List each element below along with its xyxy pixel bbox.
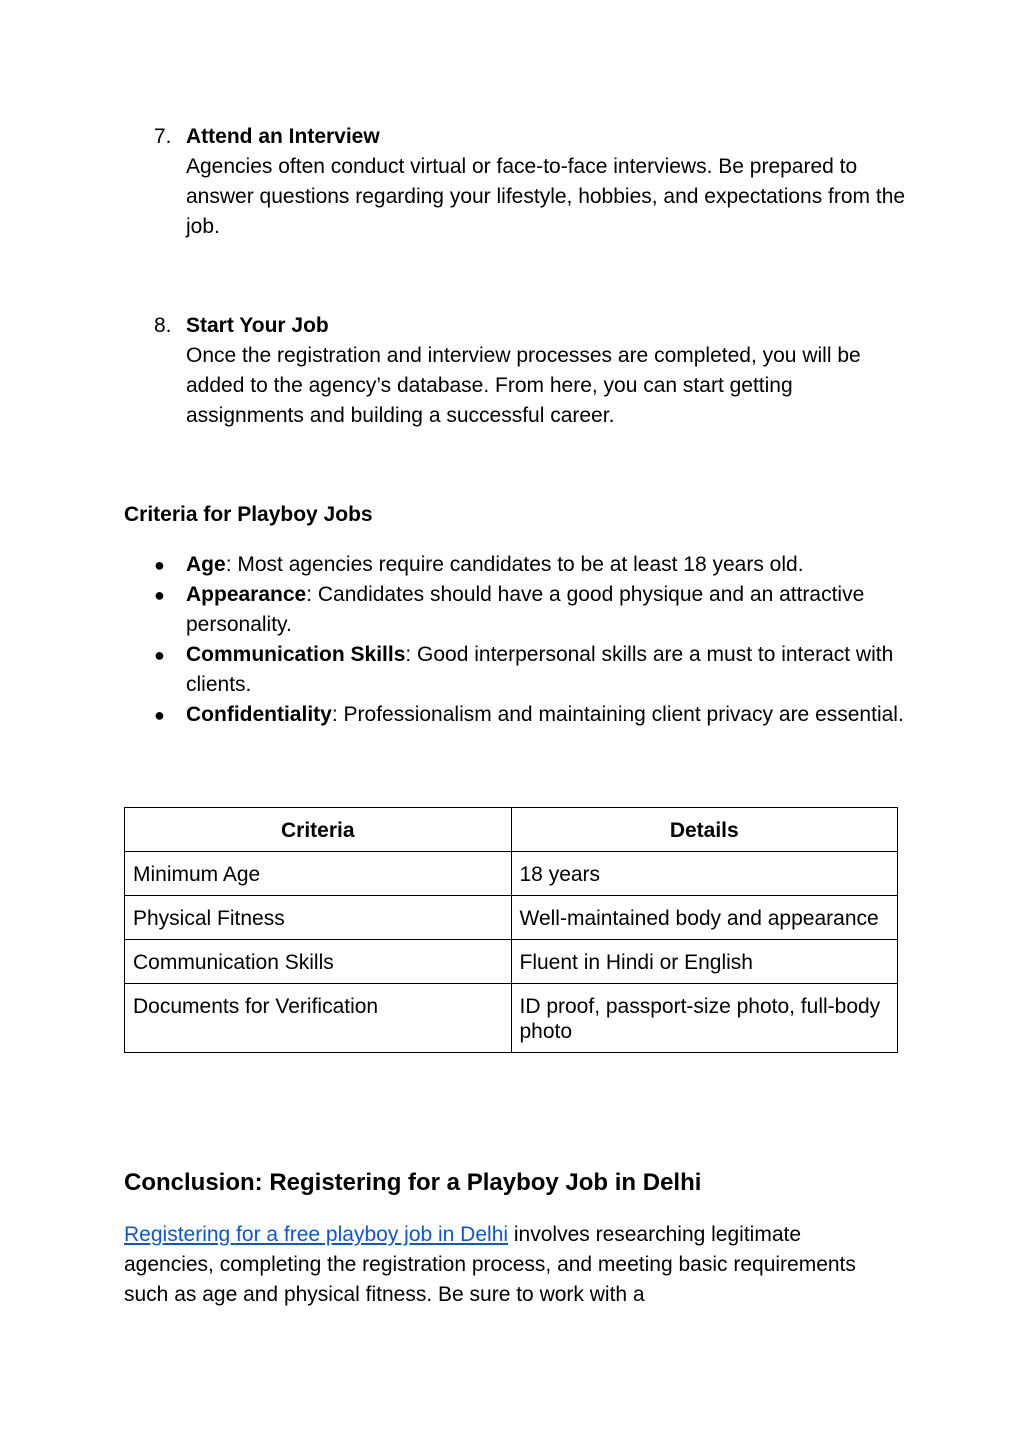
bullet-term: Age	[186, 553, 226, 576]
conclusion-heading: Conclusion: Registering for a Playboy Job in Delhi	[124, 1169, 702, 1196]
table-cell: Fluent in Hindi or English	[511, 940, 898, 984]
criteria-bullet-list	[124, 550, 904, 730]
bullet-icon: ●	[154, 585, 165, 605]
table-cell: 18 years	[511, 852, 898, 896]
bullet-term: Communication Skills	[186, 643, 406, 666]
step-body	[186, 311, 906, 431]
playboy-job-link[interactable]: Registering for a free playboy job in Delhi	[124, 1223, 509, 1246]
bullet-term: Confidentiality	[186, 703, 332, 726]
step-title: Attend an Interview	[186, 125, 380, 148]
table-row	[125, 984, 898, 1053]
table-cell: ID proof, passport-size photo, full-body photo	[511, 984, 898, 1053]
table-header-cell: Criteria	[125, 808, 512, 852]
table-cell: Communication Skills	[125, 940, 512, 984]
step-number: 8.	[154, 314, 172, 337]
criteria-heading: Criteria for Playboy Jobs	[124, 503, 373, 526]
bullet-item-age	[124, 550, 904, 580]
table-cell: Well-maintained body and appearance	[511, 896, 898, 940]
step-number: 7.	[154, 125, 172, 148]
table-cell: Minimum Age	[125, 852, 512, 896]
bullet-text: : Most agencies require candidates to be at least 18 years old.	[225, 553, 804, 576]
step-title: Start Your Job	[186, 314, 329, 337]
table-header-cell: Details	[511, 808, 898, 852]
bullet-text: : Good interpersonal skills are a must to interact with clients.	[186, 643, 894, 696]
bullet-item-confidentiality	[124, 700, 904, 730]
step-body	[186, 122, 906, 242]
bullet-term: Appearance	[186, 583, 307, 606]
bullet-item-appearance	[124, 580, 904, 640]
table-header-row	[125, 808, 898, 852]
step-text: Agencies often conduct virtual or face-to-face interviews. Be prepared to answer questions regarding your lifestyle, hobbies, and expectations from the job.	[186, 155, 906, 238]
table-cell: Physical Fitness	[125, 896, 512, 940]
bullet-item-communication-skills	[124, 640, 904, 700]
conclusion-paragraph	[124, 1220, 884, 1310]
bullet-icon: ●	[154, 645, 165, 665]
step-text: Once the registration and interview processes are completed, you will be added to the agency’s database. From here, you can start getting assignments and building a successful career.	[186, 344, 861, 427]
table-cell: Documents for Verification	[125, 984, 512, 1053]
bullet-icon: ●	[154, 555, 165, 575]
table-row	[125, 940, 898, 984]
conclusion-text: involves researching legitimate agencies, completing the registration process, and meeting basic requirements such as age and physical fitness. Be sure to work with a	[124, 1223, 856, 1306]
table-row	[125, 852, 898, 896]
bullet-icon: ●	[154, 705, 165, 725]
bullet-text: : Candidates should have a good physique and an attractive personality.	[186, 583, 865, 636]
bullet-text: : Professionalism and maintaining client privacy are essential.	[331, 703, 904, 726]
table-row	[125, 896, 898, 940]
criteria-table	[124, 807, 898, 1053]
